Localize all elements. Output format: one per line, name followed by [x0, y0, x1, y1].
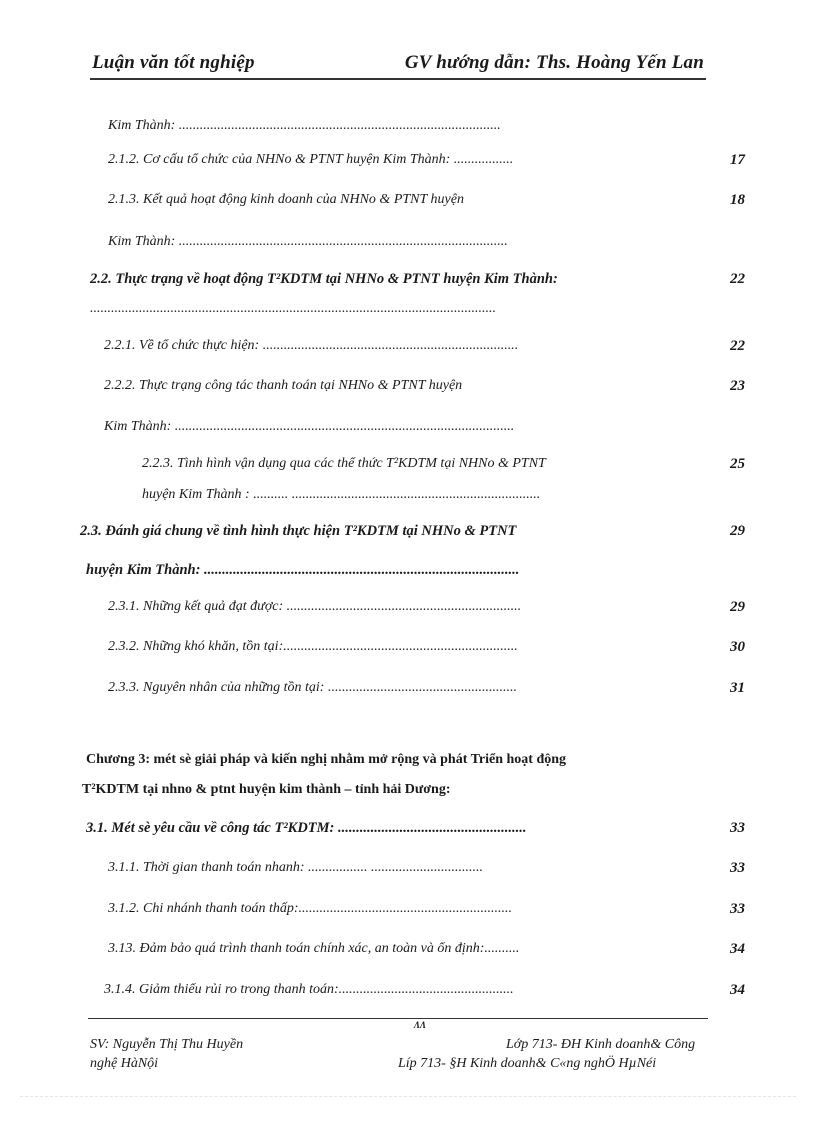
toc-entry: 3.1.2. Chi nhánh thanh toán thấp:.............................................................	[108, 901, 513, 916]
toc-page-number: 29	[730, 599, 745, 615]
page-edge-divider	[20, 1096, 796, 1097]
toc-entry: 2.1.3. Kết quả hoạt động kinh doanh của NHNo & PTNT huyện	[108, 192, 464, 207]
toc-page-number: 31	[730, 680, 745, 696]
toc-entry: huyện Kim Thành : .......... .......................................................................	[142, 487, 541, 502]
toc-page-number: 33	[730, 820, 745, 836]
toc-entry: 2.3.1. Những kết quả đạt được: ...................................................................	[108, 599, 522, 614]
toc-page-number: 34	[730, 941, 745, 957]
toc-chapter-heading: T²KDTM tại nhno & ptnt huyện kim thành – tỉnh hải Dương:	[82, 782, 451, 797]
footer-page-mark: ΛΛ	[414, 1020, 427, 1030]
toc-chapter-heading: Chương 3: mét sè giải pháp và kiến nghị nhằm mở rộng và phát Triển hoạt động	[86, 752, 567, 767]
toc-page-number: 30	[730, 639, 745, 655]
toc-section-heading: 2.2. Thực trạng về hoạt động T²KDTM tại NHNo & PTNT huyện Kim Thành:	[90, 271, 558, 287]
footer-class-info-continued: nghệ HàNội	[90, 1056, 159, 1071]
toc-entry: 2.2.2. Thực trạng công tác thanh toán tại NHNo & PTNT huyện	[104, 378, 463, 393]
header-thesis-title: Luận văn tốt nghiệp	[92, 52, 255, 73]
toc-entry: 2.2.3. Tình hình vận dụng qua các thể thức T²KDTM tại NHNo & PTNT	[142, 456, 546, 471]
toc-page-number: 25	[730, 456, 745, 472]
toc-entry: 2.1.2. Cơ cấu tổ chức của NHNo & PTNT huyện Kim Thành: .................	[108, 152, 514, 167]
toc-entry: Kim Thành: ..............................................................................................	[108, 234, 508, 249]
toc-page-number: 22	[730, 338, 745, 354]
toc-page-number: 29	[730, 523, 745, 539]
toc-page-number: 34	[730, 982, 745, 998]
toc-entry: 2.3.3. Nguyên nhân của những tồn tại: ......................................................	[108, 680, 517, 695]
toc-entry: 3.1.1. Thời gian thanh toán nhanh: ................. ................................	[108, 860, 483, 875]
toc-entry: 2.3.2. Những khó khăn, tồn tại:...................................................................	[108, 639, 518, 654]
footer-class-info: Lớp 713- ĐH Kinh doanh& Công	[506, 1037, 696, 1052]
toc-entry: ....................................................................................................................	[90, 301, 496, 316]
toc-section-heading: 2.3. Đánh giá chung về tình hình thực hiện T²KDTM tại NHNo & PTNT	[80, 523, 517, 539]
toc-section-heading: 3.1. Mét sè yêu cầu về công tác T²KDTM: ....................................................	[86, 820, 527, 836]
toc-entry: 2.2.1. Về tổ chức thực hiện: .........................................................................	[104, 338, 519, 353]
toc-page-number: 18	[730, 192, 745, 208]
footer-class-info-garbled: Líp 713- §H Kinh doanh& C«ng nghÖ HµNéi	[398, 1056, 657, 1071]
toc-page-number: 22	[730, 271, 745, 287]
toc-page-number: 33	[730, 860, 745, 876]
header-advisor: GV hướng dẫn: Ths. Hoàng Yến Lan	[404, 52, 704, 73]
toc-entry: Kim Thành: .................................................................................................	[104, 419, 515, 434]
toc-entry: Kim Thành: ............................................................................................	[108, 118, 501, 133]
footer-student-name: SV: Nguyễn Thị Thu Huyền	[90, 1037, 244, 1052]
footer-divider	[88, 1018, 708, 1019]
page-header	[90, 52, 706, 80]
toc-page-number: 33	[730, 901, 745, 917]
toc-entry: 3.13. Đảm bảo quá trình thanh toán chính xác, an toàn và ổn định:..........	[108, 941, 520, 956]
toc-entry: 3.1.4. Giảm thiểu rủi ro trong thanh toán:..................................................	[104, 982, 514, 997]
toc-page-number: 17	[730, 152, 745, 168]
toc-section-heading: huyện Kim Thành: .......................................................................................	[86, 562, 520, 578]
toc-page-number: 23	[730, 378, 745, 394]
